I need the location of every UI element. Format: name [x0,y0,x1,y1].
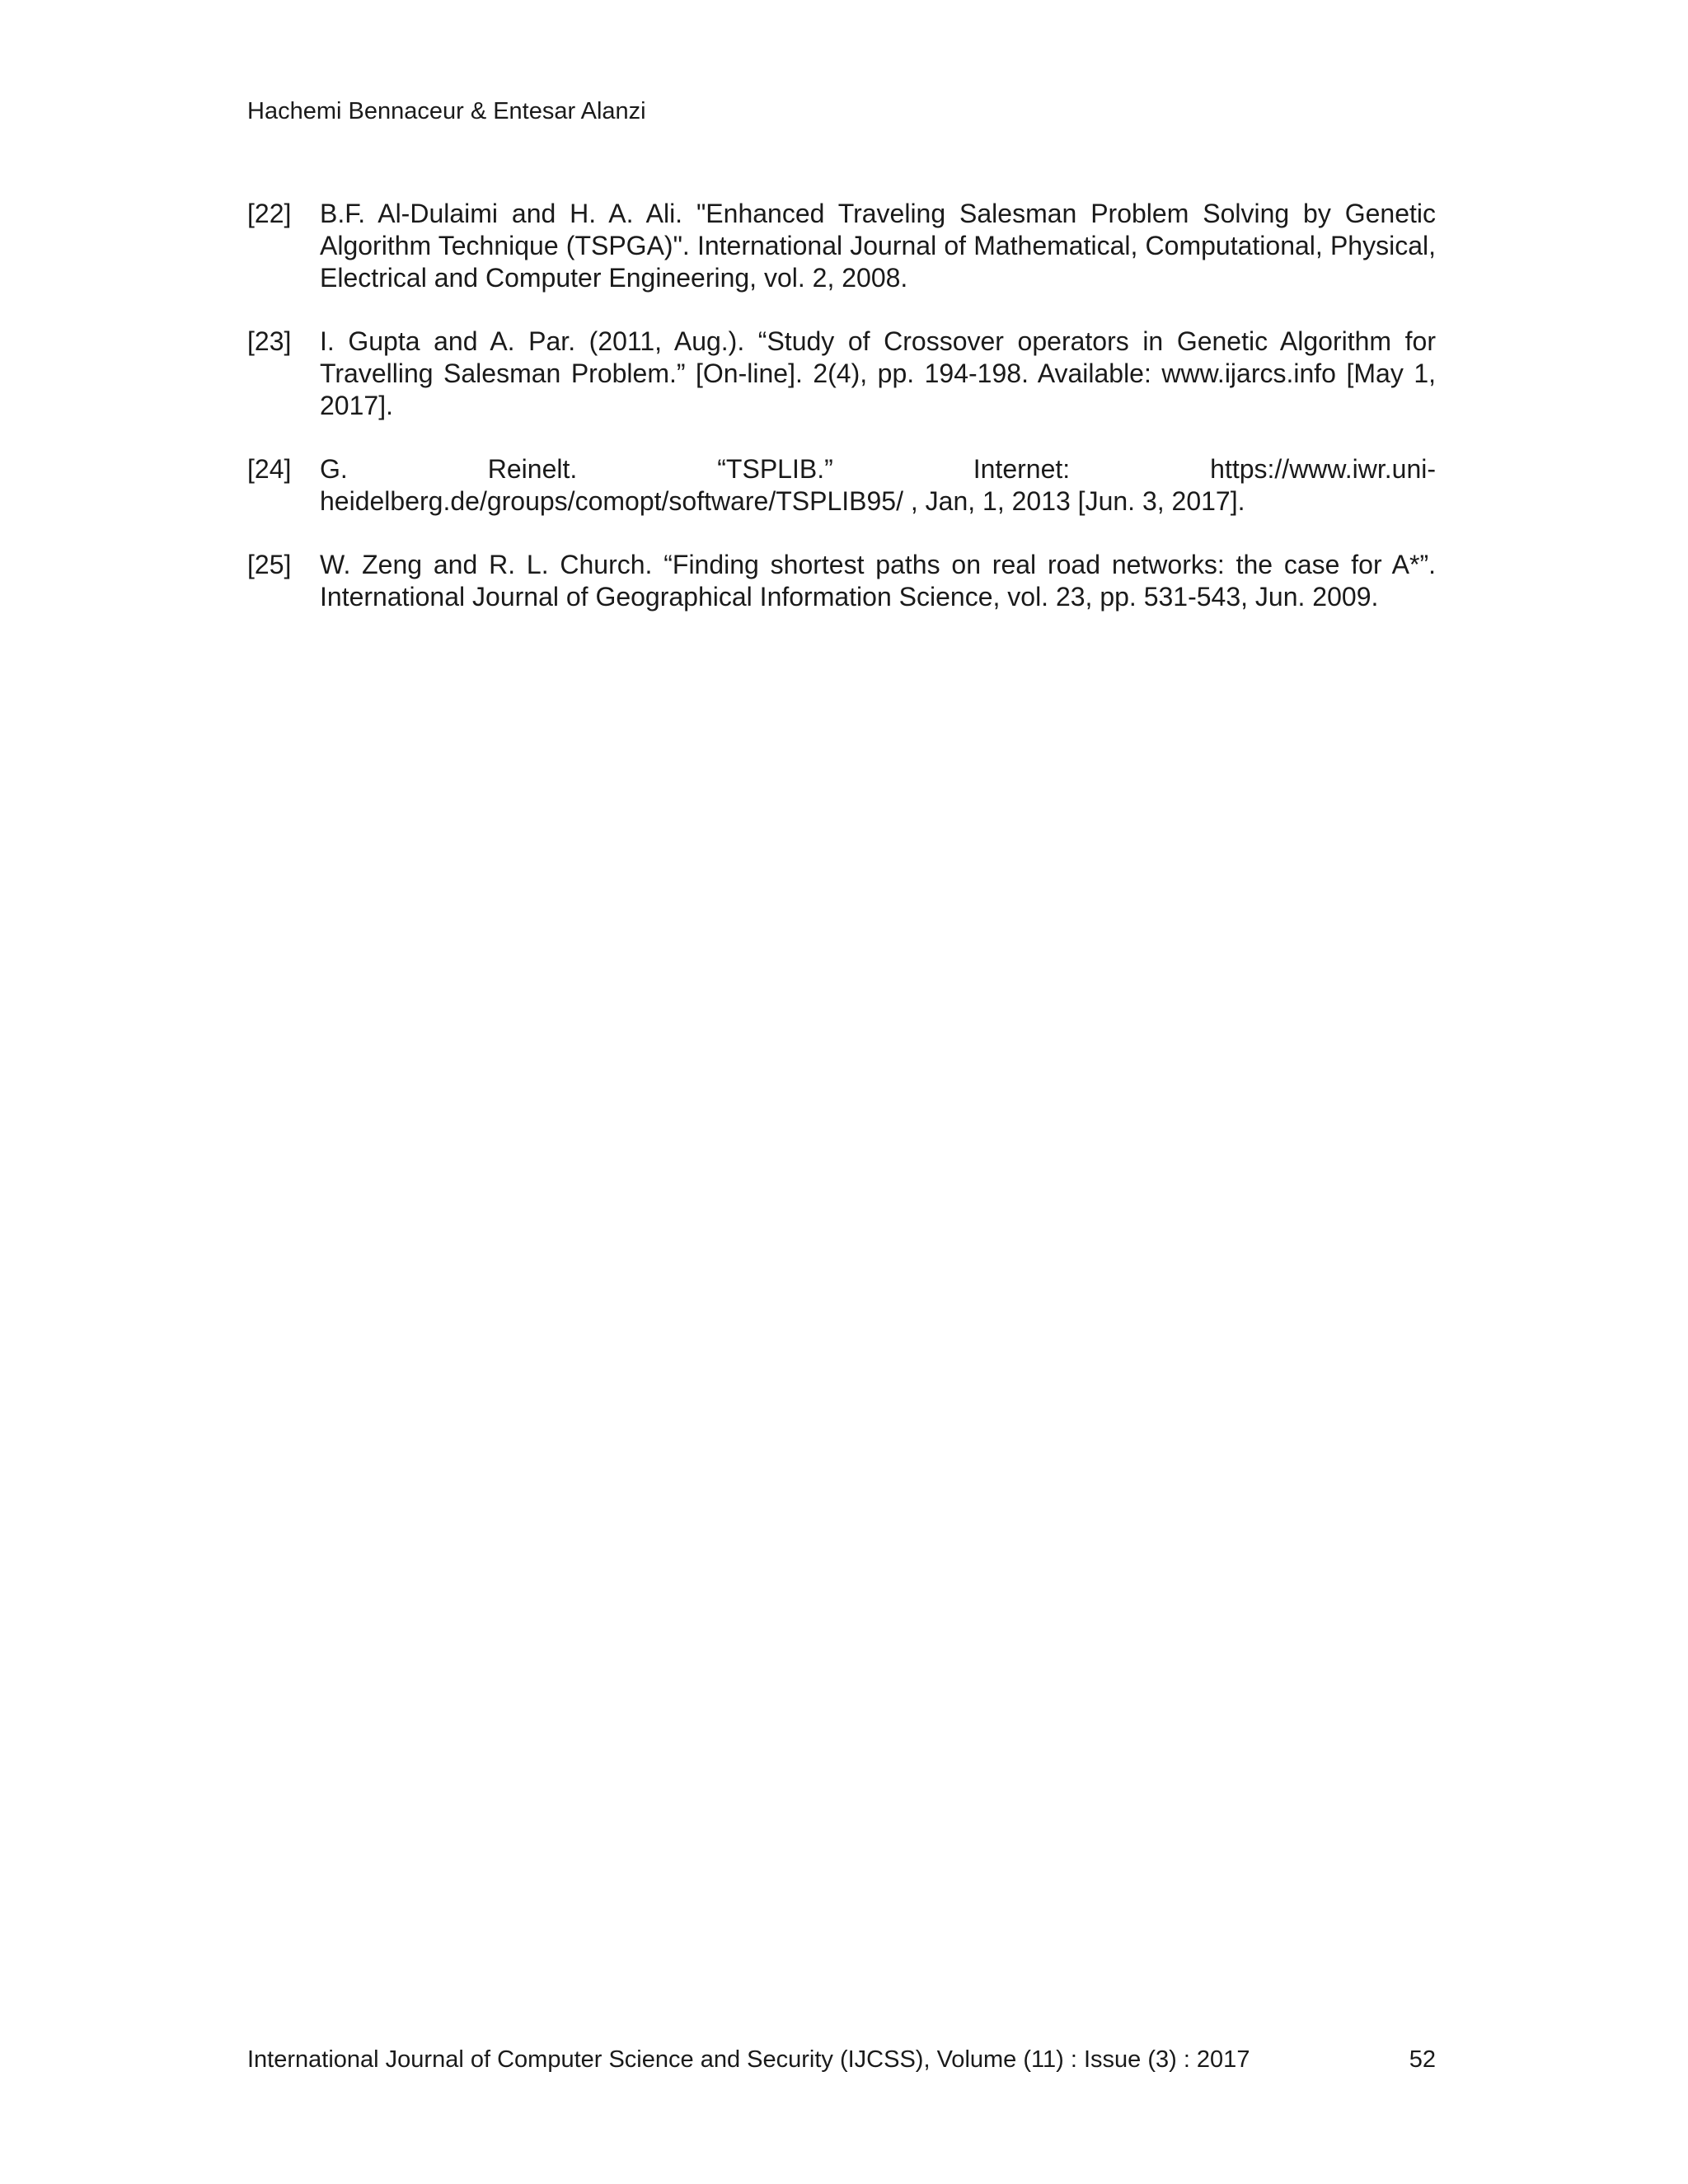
reference-item [247,326,1436,422]
reference-list [247,198,1436,644]
reference-item [247,549,1436,613]
reference-text: I. Gupta and A. Par. (2011, Aug.). “Study of Crossover operators in Genetic Algorithm for Travelling Salesman Problem.” [On-line]. 2(4), pp. 194-198. Available: www.ijarcs.info [May 1, 2017]. [320,326,1436,420]
reference-text: B.F. Al-Dulaimi and H. A. Ali. "Enhanced Traveling Salesman Problem Solving by Genetic Algorithm Technique (TSPGA)". International Journal of Mathematical, Computational, Physical, Electrical and Computer Engineering, vol. 2, 2008. [320,199,1436,293]
reference-number: [25] [247,550,292,579]
reference-text: W. Zeng and R. L. Church. “Finding shortest paths on real road networks: the case for A*”. International Journal of Geographical Information Science, vol. 23, pp. 531-543, Jun. 2009. [320,550,1436,612]
running-header-authors: Hachemi Bennaceur & Entesar Alanzi [247,98,646,124]
reference-item [247,453,1436,518]
footer-journal-citation: International Journal of Computer Science and Security (IJCSS), Volume (11) : Issue (3) : 2017 [247,2046,1250,2073]
reference-number: [24] [247,454,292,484]
reference-number: [22] [247,199,292,228]
reference-text: G. Reinelt. “TSPLIB.” Internet: https://www.iwr.uni-heidelberg.de/groups/comopt/software/TSPLIB95/ , Jan, 1, 2013 [Jun. 3, 2017]. [320,454,1436,516]
page-number: 52 [1409,2046,1436,2073]
reference-number: [23] [247,326,292,356]
reference-item [247,198,1436,294]
